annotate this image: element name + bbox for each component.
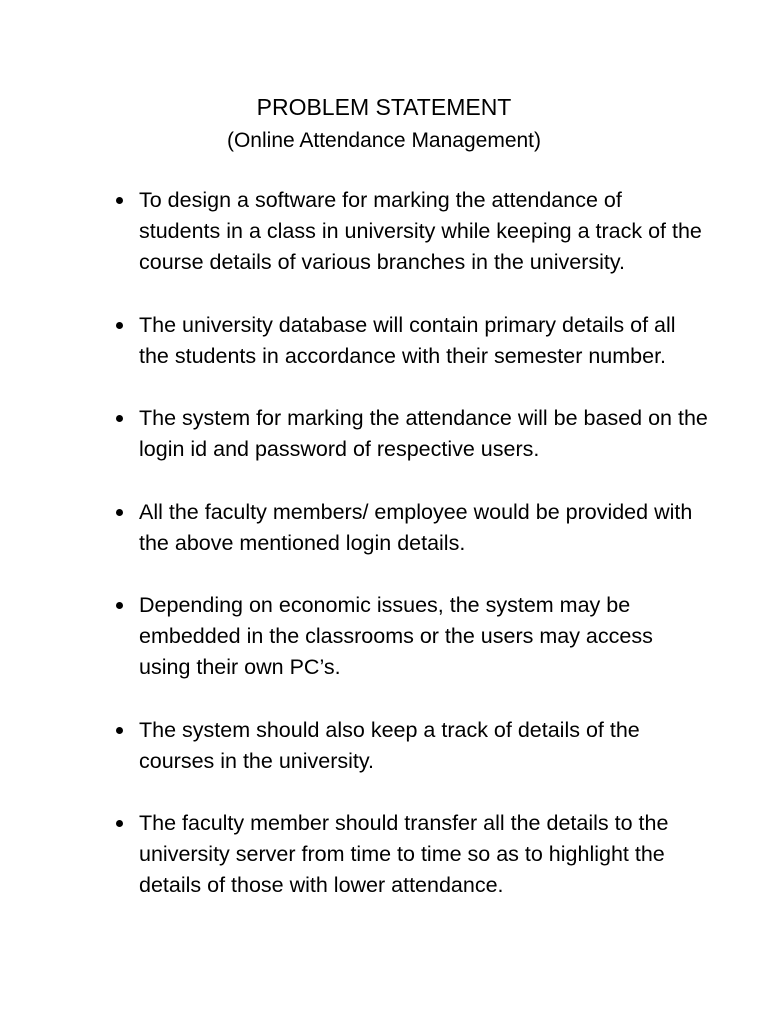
bullet-text: The faculty member should transfer all the details to the university server from time to time so as to highlight the details of those with lower attendance.: [139, 811, 669, 897]
bullet-dot-icon: [116, 509, 123, 516]
bullet-list: [0, 185, 768, 933]
bullet-text: The system should also keep a track of details of the courses in the university.: [139, 717, 640, 773]
bullet-item: [0, 403, 768, 465]
bullet-item: [0, 808, 768, 901]
bullet-dot-icon: [116, 602, 123, 609]
bullet-dot-icon: [116, 820, 123, 827]
bullet-dot-icon: [116, 197, 123, 204]
bullet-text: The university database will contain primary details of all the students in accordance with their semester number.: [139, 312, 676, 368]
bullet-item: [0, 715, 768, 777]
bullet-text: To design a software for marking the attendance of students in a class in university while keeping a track of the course details of various branches in the university.: [139, 188, 702, 274]
page-title: PROBLEM STATEMENT: [256, 94, 512, 120]
bullet-item: [0, 590, 768, 683]
bullet-dot-icon: [116, 727, 123, 734]
bullet-item: [0, 185, 768, 278]
page-subtitle: (Online Attendance Management): [226, 129, 542, 152]
bullet-item: [0, 310, 768, 372]
bullet-item: [0, 497, 768, 559]
bullet-dot-icon: [116, 415, 123, 422]
bullet-text: Depending on economic issues, the system may be embedded in the classrooms or the users may access using their own PC’s.: [139, 593, 653, 679]
bullet-text: All the faculty members/ employee would be provided with the above mentioned login details.: [139, 499, 693, 555]
bullet-text: The system for marking the attendance will be based on the login id and password of respective users.: [139, 406, 708, 461]
bullet-dot-icon: [116, 322, 123, 329]
